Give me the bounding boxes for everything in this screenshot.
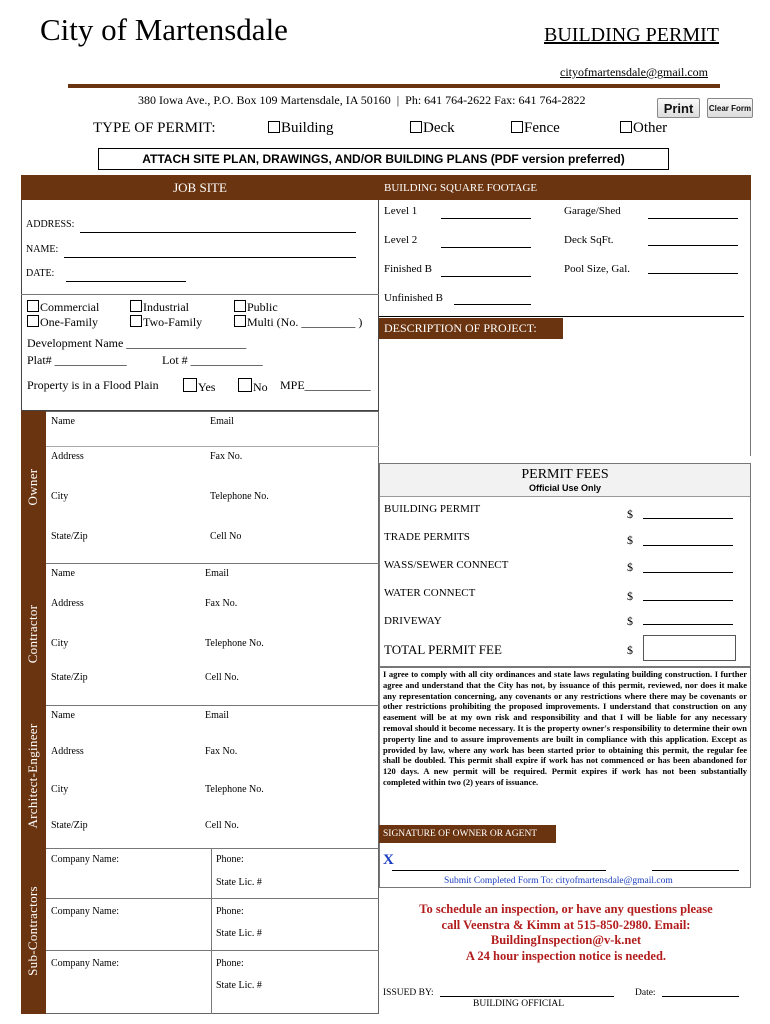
dollar-sign: $: [627, 533, 633, 547]
unfinished-b-label: Unfinished B: [384, 292, 443, 304]
fee-sewer-label: WASS/SEWER CONNECT: [384, 559, 509, 571]
contractor-email-label[interactable]: Email: [205, 568, 229, 579]
dollar-sign: $: [627, 643, 633, 657]
signature-x-mark: X: [383, 852, 394, 868]
divider: [46, 563, 379, 564]
building-checkbox[interactable]: [268, 121, 280, 133]
owner-address-label[interactable]: Address: [51, 451, 84, 462]
deck-sqft-field[interactable]: [648, 245, 738, 246]
architect-address-label[interactable]: Address: [51, 746, 84, 757]
sub3-company-label[interactable]: Company Name:: [51, 958, 120, 969]
name-field[interactable]: [64, 257, 356, 258]
divider: [46, 898, 379, 899]
contractor-label: Contractor: [25, 604, 40, 664]
flood-yes-checkbox[interactable]: [183, 378, 197, 392]
job-site-header: JOB SITE: [21, 175, 379, 200]
fee-driveway-field[interactable]: [643, 624, 733, 625]
lot-field[interactable]: Lot # ____________: [162, 353, 263, 367]
dollar-sign: $: [627, 614, 633, 628]
header-rule: [68, 84, 720, 88]
one-family-option[interactable]: One-Family: [27, 315, 98, 330]
sub1-state-lic-label[interactable]: State Lic. #: [216, 877, 262, 888]
signature-header: SIGNATURE OF OWNER OR AGENT: [379, 825, 556, 843]
permit-type-other[interactable]: Other: [620, 120, 667, 137]
job-site-panel: [21, 175, 379, 411]
architect-cell-label[interactable]: Cell No.: [205, 820, 239, 831]
commercial-checkbox[interactable]: [27, 300, 39, 312]
description-header: DESCRIPTION OF PROJECT:: [379, 318, 563, 339]
contractor-address-label[interactable]: Address: [51, 598, 84, 609]
building-official-label: BUILDING OFFICIAL: [473, 999, 565, 1009]
divider: [21, 294, 379, 295]
multi-checkbox[interactable]: [234, 315, 246, 327]
architect-state-zip-label[interactable]: State/Zip: [51, 820, 88, 831]
document-title: BUILDING PERMIT: [544, 24, 719, 46]
sub2-state-lic-label[interactable]: State Lic. #: [216, 928, 262, 939]
submit-email-link[interactable]: cityofmartensdale@gmail.com: [555, 876, 673, 886]
divider: [211, 848, 212, 1014]
contact-line: 380 Iowa Ave., P.O. Box 109 Martensdale, IA 50160 | Ph: 641 764-2622 Fax: 641 764-2822: [138, 93, 586, 107]
date-label: DATE:: [26, 268, 55, 279]
owner-fax-label[interactable]: Fax No.: [210, 451, 243, 462]
permit-type-building[interactable]: Building: [268, 120, 334, 137]
total-fee-field[interactable]: [643, 635, 736, 661]
flood-no-option[interactable]: No: [238, 378, 268, 395]
clear-form-button[interactable]: Clear Form: [707, 98, 753, 118]
development-name-field[interactable]: Development Name ____________________: [27, 336, 247, 350]
contractor-cell-label[interactable]: Cell No.: [205, 672, 239, 683]
contractor-name-label[interactable]: Name: [51, 568, 75, 579]
fee-driveway-label: DRIVEWAY: [384, 615, 442, 627]
pool-size-label: Pool Size, Gal.: [564, 263, 630, 275]
deck-checkbox[interactable]: [410, 121, 422, 133]
permit-type-deck[interactable]: Deck: [410, 120, 455, 137]
owner-cell-label[interactable]: Cell No: [210, 531, 242, 542]
fee-trade-label: TRADE PERMITS: [384, 531, 470, 543]
date-field[interactable]: [66, 281, 186, 282]
fee-sewer-field[interactable]: [643, 572, 733, 573]
contractor-state-zip-label[interactable]: State/Zip: [51, 672, 88, 683]
level1-field[interactable]: [441, 218, 531, 219]
inspection-note: To schedule an inspection, or have any questions please call Veenstra & Kimm at 515-850-2980. Email: BuildingInspection@v-k.net A 24 hour inspection notice is needed.: [384, 902, 748, 964]
sub1-company-label[interactable]: Company Name:: [51, 854, 120, 865]
name-label: NAME:: [26, 244, 59, 255]
divider: [750, 200, 751, 456]
submit-form-note: Submit Completed Form To: cityofmartensdale@gmail.com: [444, 876, 673, 886]
subs-label: Sub-Contractors: [25, 886, 40, 976]
fee-building-field[interactable]: [643, 518, 733, 519]
plat-field[interactable]: Plat# ____________: [27, 353, 127, 367]
description-field[interactable]: [379, 340, 750, 456]
finished-b-label: Finished B: [384, 263, 432, 275]
level2-label: Level 2: [384, 234, 418, 246]
divider: [46, 848, 379, 849]
total-fee-label: TOTAL PERMIT FEE: [384, 642, 502, 657]
official-use-note: Official Use Only: [528, 483, 602, 493]
permit-fees-title: PERMIT FEES: [521, 467, 609, 482]
city-title: City of Martensdale: [40, 12, 288, 47]
sub3-phone-label[interactable]: Phone:: [216, 958, 244, 969]
dollar-sign: $: [627, 589, 633, 603]
divider: [46, 950, 379, 951]
sq-footage-header: BUILDING SQUARE FOOTAGE: [379, 175, 751, 200]
attach-plans-note: ATTACH SITE PLAN, DRAWINGS, AND/OR BUILDING PLANS (PDF version preferred): [98, 148, 669, 170]
divider: [379, 316, 744, 317]
header-email[interactable]: cityofmartensdale@gmail.com: [560, 65, 709, 79]
owner-state-zip-label[interactable]: State/Zip: [51, 531, 88, 542]
two-family-checkbox[interactable]: [130, 315, 142, 327]
sub1-phone-label[interactable]: Phone:: [216, 854, 244, 865]
commercial-option[interactable]: Commercial: [27, 300, 99, 315]
architect-band: [21, 705, 46, 848]
mpe-field[interactable]: MPE___________: [280, 378, 371, 392]
signature-field[interactable]: [392, 870, 606, 871]
owner-city-label[interactable]: City: [51, 491, 69, 502]
fee-water-label: WATER CONNECT: [384, 587, 476, 599]
permit-fees-header: [380, 464, 750, 497]
sub3-state-lic-label[interactable]: State Lic. #: [216, 980, 262, 991]
owner-band: [21, 411, 46, 563]
fence-checkbox[interactable]: [511, 121, 523, 133]
architect-telephone-label[interactable]: Telephone No.: [205, 784, 264, 795]
other-checkbox[interactable]: [620, 121, 632, 133]
sub2-company-label[interactable]: Company Name:: [51, 906, 120, 917]
address-label: ADDRESS:: [26, 219, 75, 230]
sub2-phone-label[interactable]: Phone:: [216, 906, 244, 917]
unfinished-b-field[interactable]: [454, 304, 531, 305]
architect-city-label[interactable]: City: [51, 784, 69, 795]
one-family-checkbox[interactable]: [27, 315, 39, 327]
flood-plain-label: Property is in a Flood Plain: [27, 378, 159, 392]
fee-building-label: BUILDING PERMIT: [384, 503, 481, 515]
print-button[interactable]: Print: [657, 98, 700, 118]
garage-field[interactable]: [648, 218, 738, 219]
issued-date-label: Date:: [635, 988, 656, 998]
dollar-sign: $: [627, 507, 633, 521]
agreement-text: I agree to comply with all city ordinances and state laws regulating building construction. I further agree and understand that the City has not, by issuance of this permit, reviewed, nor does it make any representation concerning, any covenants or any restrictions where there may be covenants or other restrictions prohibiting the proposed improvements. I understand that construction on any easement will be at my own risk and responsibility and that I will be liable for any necessary removal should it become necessary. It is the property owner's responsibility to determine their own property line and to assure improvements are built in compliance with this application. Except as provided by law, where any work has been started prior to obtaining this permit, the regular fee shall be doubled. This permit shall expire if work has not commenced or has been abandoned for 120 days. A new permit will be required. Permit expires if work has not been substantially completed within two (2) years of issuance.: [383, 669, 747, 787]
garage-label: Garage/Shed: [564, 205, 621, 217]
contractor-city-label[interactable]: City: [51, 638, 69, 649]
architect-fax-label[interactable]: Fax No.: [205, 746, 238, 757]
pool-size-field[interactable]: [648, 273, 738, 274]
owner-name-label[interactable]: Name: [51, 416, 75, 427]
permit-type-fence[interactable]: Fence: [511, 120, 560, 137]
issued-by-field[interactable]: [440, 996, 614, 997]
multi-option[interactable]: Multi (No. _________ ): [234, 315, 362, 330]
owner-email-label[interactable]: Email: [210, 416, 234, 427]
architect-label: Architect-Engineer: [25, 723, 40, 829]
signature-date-field[interactable]: [652, 870, 739, 871]
subs-band: [21, 848, 46, 1014]
public-checkbox[interactable]: [234, 300, 246, 312]
divider: [46, 446, 379, 447]
public-option[interactable]: Public: [234, 300, 278, 315]
contractor-band: [21, 563, 46, 705]
contractor-telephone-label[interactable]: Telephone No.: [205, 638, 264, 649]
issued-by-label: ISSUED BY:: [383, 988, 434, 998]
flood-yes-option[interactable]: Yes: [183, 378, 215, 395]
architect-name-label[interactable]: Name: [51, 710, 75, 721]
address-field[interactable]: [80, 232, 356, 233]
level2-field[interactable]: [441, 247, 531, 248]
owner-label: Owner: [25, 468, 40, 506]
finished-b-field[interactable]: [441, 276, 531, 277]
issued-date-field[interactable]: [662, 996, 739, 997]
fee-trade-field[interactable]: [643, 545, 733, 546]
architect-email-label[interactable]: Email: [205, 710, 229, 721]
dollar-sign: $: [627, 560, 633, 574]
inspection-email-link[interactable]: BuildingInspection@v-k.net: [490, 933, 642, 947]
contractor-fax-label[interactable]: Fax No.: [205, 598, 238, 609]
industrial-checkbox[interactable]: [130, 300, 142, 312]
industrial-option[interactable]: Industrial: [130, 300, 189, 315]
flood-no-checkbox[interactable]: [238, 378, 252, 392]
deck-sqft-label: Deck SqFt.: [564, 234, 614, 246]
two-family-option[interactable]: Two-Family: [130, 315, 202, 330]
divider: [46, 705, 379, 706]
owner-telephone-label[interactable]: Telephone No.: [210, 491, 269, 502]
type-of-permit-label: TYPE OF PERMIT:: [93, 120, 216, 136]
level1-label: Level 1: [384, 205, 418, 217]
fee-water-field[interactable]: [643, 600, 733, 601]
